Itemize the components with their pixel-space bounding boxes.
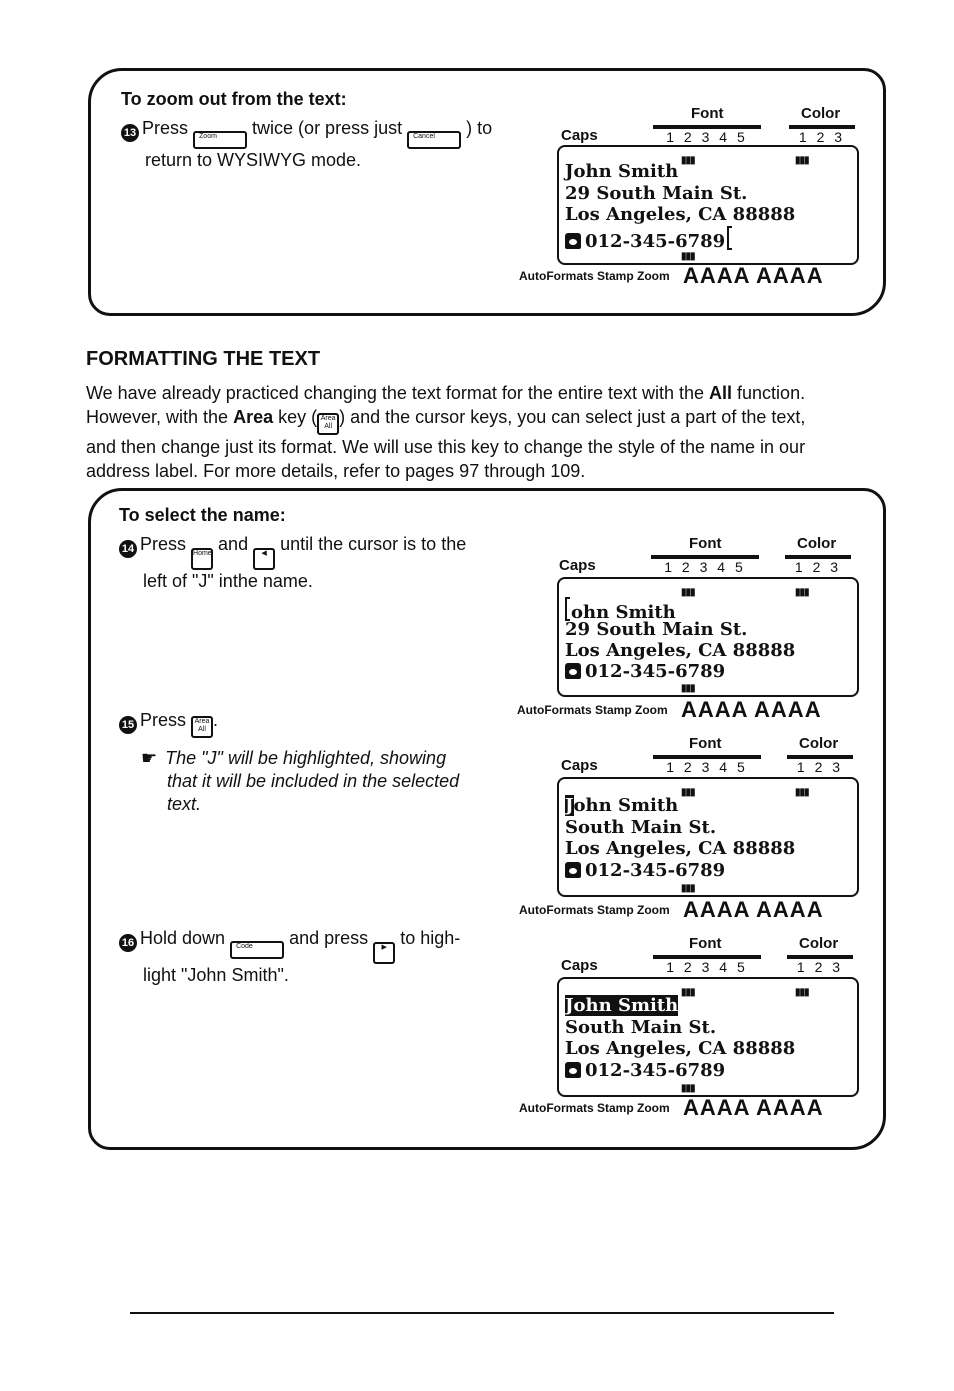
- lcd-display-2: Font Color Caps 1 2 3 4 5 1 2 3 ▮▮▮ ▮▮▮ ohn Smith 29 South Main St. Los Angeles, CA 88888 012-345-6789 ▮▮▮ AutoFormats Stamp Zoom AAAA AAAA: [557, 535, 897, 695]
- phone-icon: [565, 1062, 581, 1078]
- lcd-screen: ▮▮▮ ▮▮▮ John Smith 29 South Main St. Los Angeles, CA 88888 012-345-6789 ▮▮▮: [557, 145, 859, 265]
- highlighted-name: John Smith: [565, 995, 679, 1016]
- font-numbers: 1 2 3 4 5: [653, 127, 761, 145]
- color-label: Color: [801, 105, 841, 122]
- lcd-display-3: Font Color Caps 1 2 3 4 5 1 2 3 ▮▮▮ ▮▮▮ John Smith South Main St. Los Angeles, CA 88888 012-345-6789 ▮▮▮ AutoFormats Stamp Zoom AAAA AAAA: [557, 735, 897, 895]
- step-14: 14 Press Home and ◀ until the cursor is to the left of "J" inthe name.: [119, 533, 519, 593]
- home-key-icon: Home: [191, 548, 213, 570]
- phone-icon: [565, 862, 581, 878]
- caps-label: Caps: [561, 127, 598, 144]
- cursor-icon: [727, 226, 732, 250]
- left-key-icon: ◀: [253, 548, 275, 570]
- color-numbers: 1 2 3: [789, 127, 855, 145]
- select-name-box: [88, 488, 886, 1150]
- footer-rule: [130, 1312, 834, 1314]
- cancel-key-icon: Cancel: [407, 131, 461, 149]
- step-13: 13 Press Zoom twice (or press just Cancel ) to return to WYSIWYG mode.: [121, 117, 521, 172]
- pointing-hand-icon: ☛: [141, 748, 158, 768]
- phone-icon: [565, 233, 581, 249]
- step-16: 16 Hold down Code and press ▶ to high- light "John Smith".: [119, 927, 519, 987]
- code-key-icon: Code: [230, 941, 284, 959]
- lcd-line-4: 012-345-6789: [565, 226, 732, 252]
- section-heading: FORMATTING THE TEXT: [86, 348, 321, 370]
- font-label: Font: [691, 105, 724, 122]
- zoom-box-title: To zoom out from the text:: [121, 89, 347, 109]
- font-style-glyphs: AAAA AAAA: [683, 263, 824, 288]
- highlighted-j: J: [565, 795, 574, 816]
- lcd-line-1: ohn Smith: [565, 597, 676, 623]
- zoom-key-icon: Zoom: [193, 131, 247, 149]
- cursor-icon: [565, 597, 570, 621]
- intro-paragraph: We have already practiced changing the text format for the entire text with the All function. However, with the Area key ( Area All ) and the cursor keys, you can select just a part of the text, and then change just its format. We will use this key to change the style of the name in our address label. For more details, refer to pages 97 through 109.: [86, 383, 806, 481]
- lcd-line-2: 29 South Main St.: [565, 183, 748, 204]
- step-number: 13: [121, 124, 139, 142]
- note-text: ☛ The "J" will be highlighted, showing that it will be included in the selected text.: [141, 748, 460, 814]
- right-key-icon: ▶: [373, 942, 395, 964]
- lcd-bottom-labels: AutoFormats Stamp Zoom: [519, 269, 670, 283]
- select-box-title: To select the name:: [119, 505, 286, 525]
- area-key-icon: Area All: [191, 716, 213, 738]
- lcd-display-1: [519, 105, 897, 288]
- step-15: 15 Press Area All .: [119, 709, 218, 738]
- lcd-line-1: John Smith: [565, 161, 679, 182]
- lcd-line-3: Los Angeles, CA 88888: [565, 204, 796, 225]
- phone-icon: [565, 663, 581, 679]
- area-key-icon: Area All: [317, 413, 339, 435]
- zoom-out-box: [88, 68, 886, 316]
- lcd-display-4: Font Color Caps 1 2 3 4 5 1 2 3 ▮▮▮ ▮▮▮ John Smith South Main St. Los Angeles, CA 88888 012-345-6789 ▮▮▮ AutoFormats Stamp Zoom AAAA AAAA: [557, 935, 897, 1095]
